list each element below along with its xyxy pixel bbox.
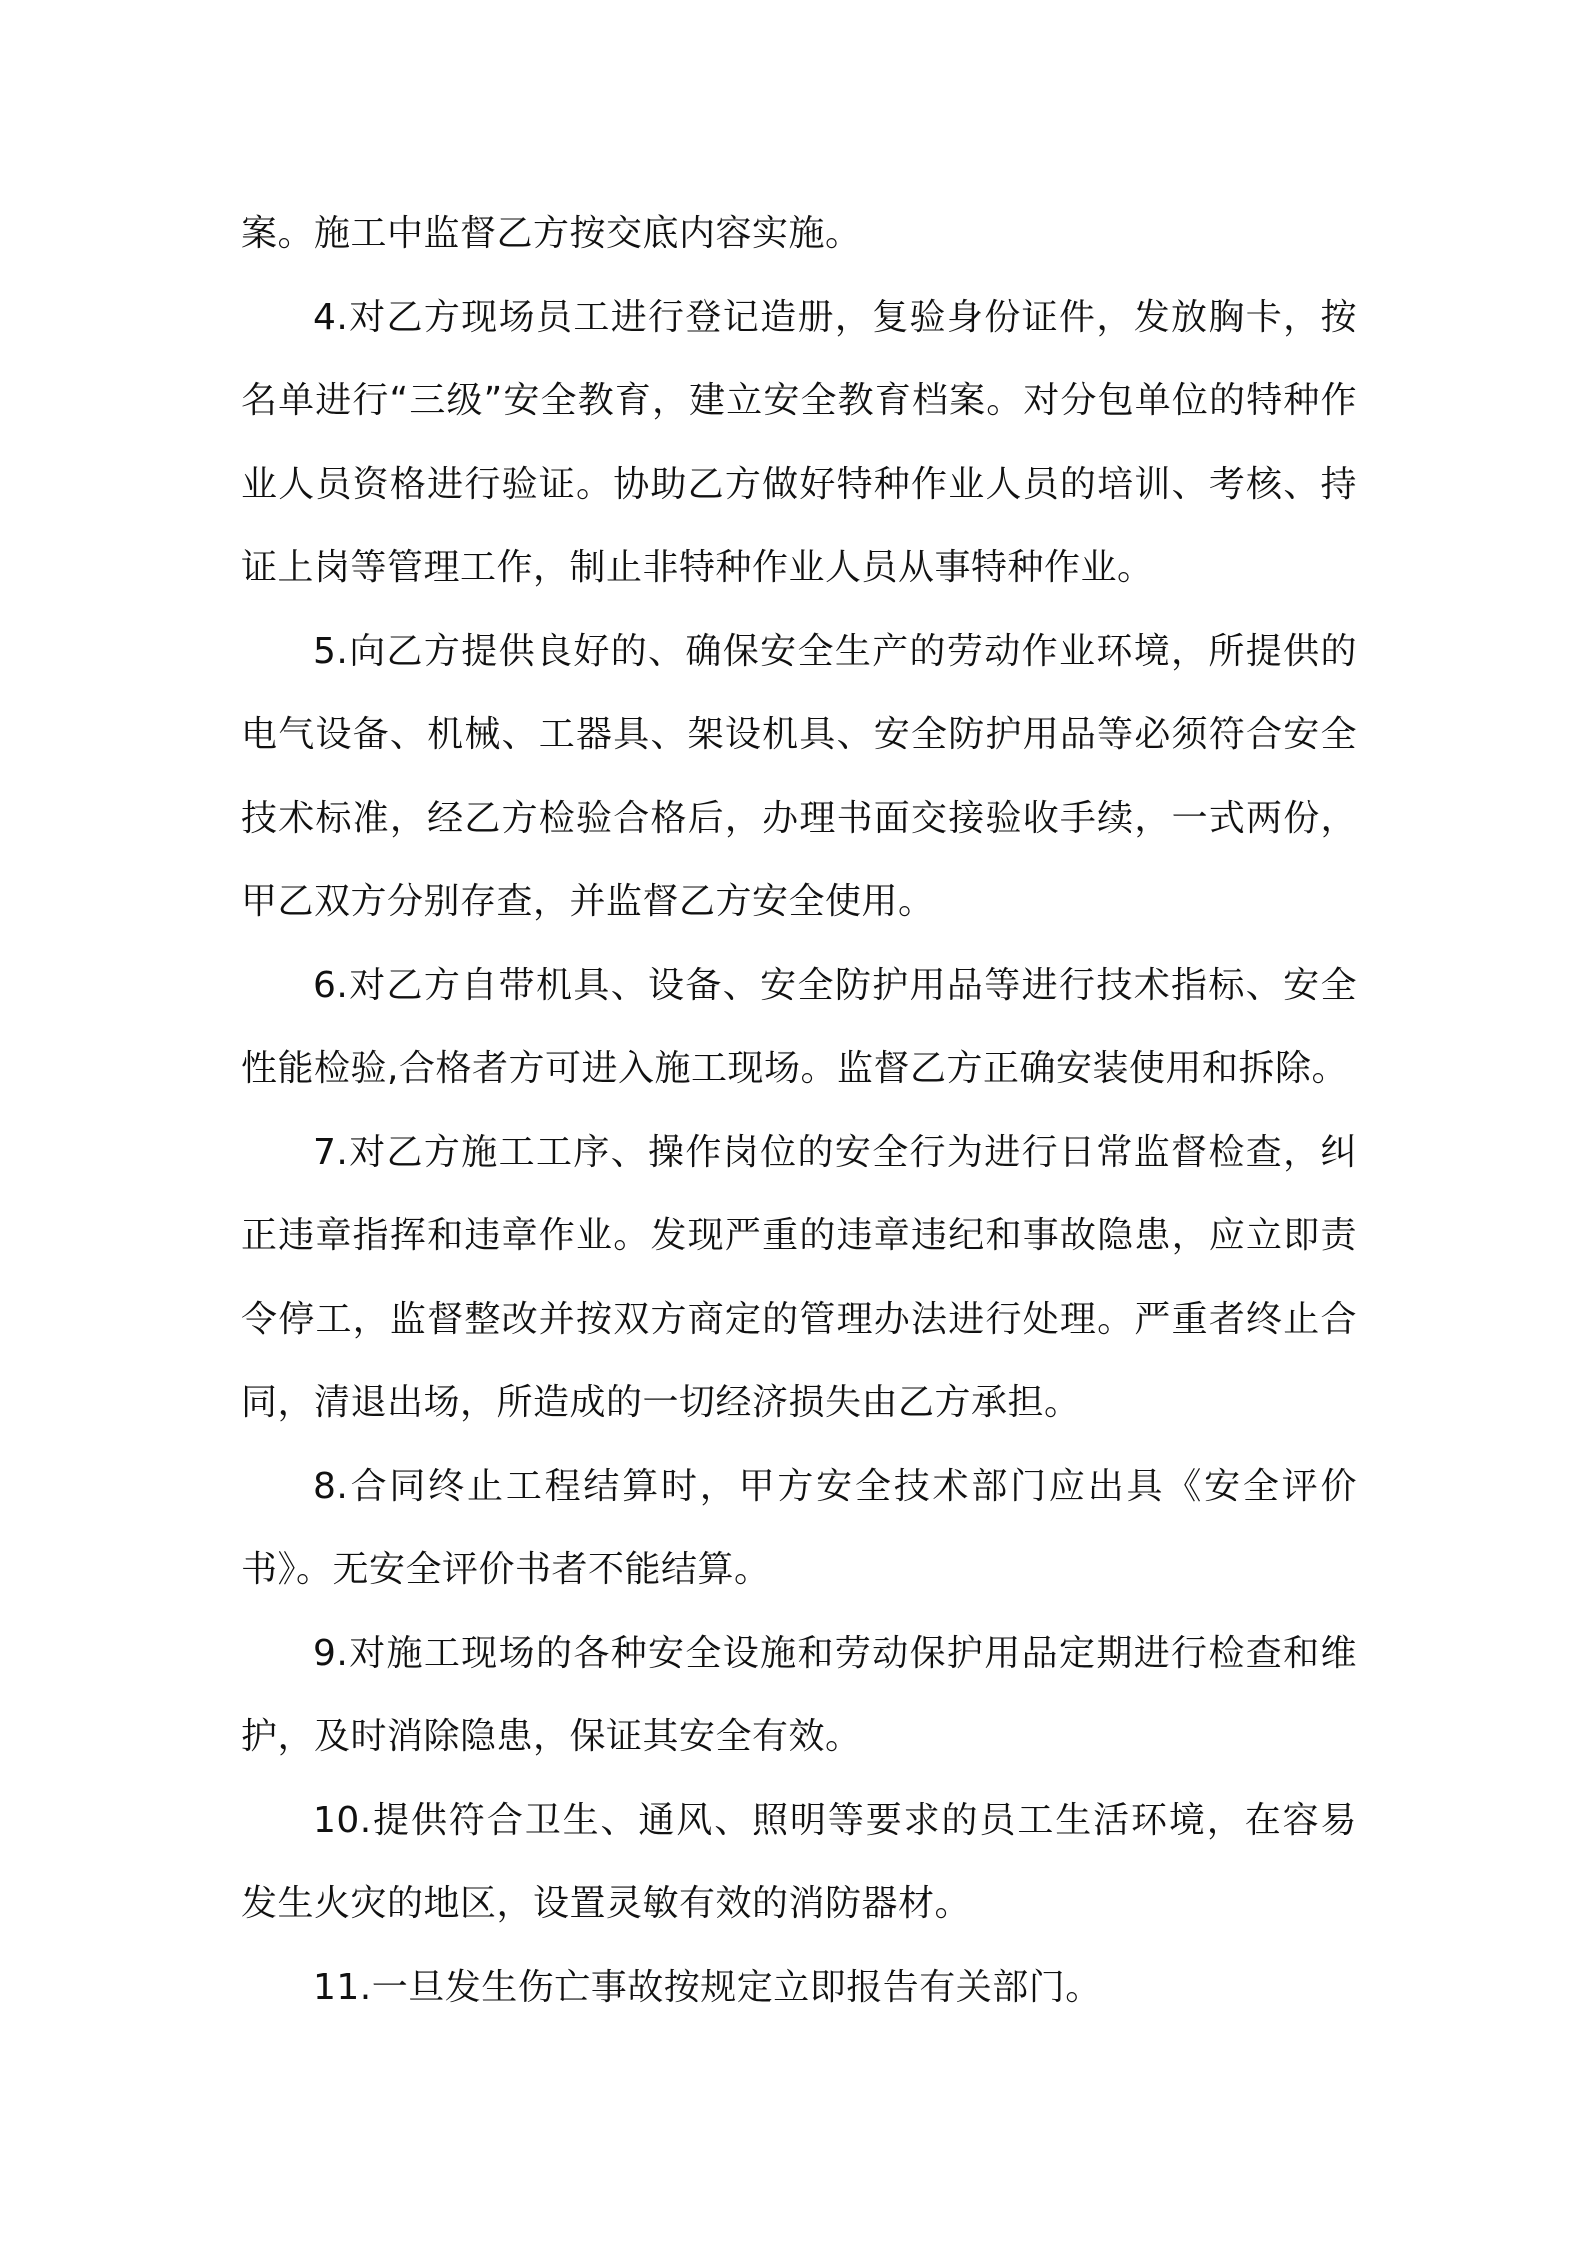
paragraph-item-11: 11.一旦发生伤亡事故按规定立即报告有关部门。 [313,1966,1102,2008]
document-body [241,192,1357,2029]
paragraph-item-4: 4.对乙方现场员工进行登记造册，复验身份证件，发放胸卡，按名单进行“三级”安全教育，建立安全教育档案。对分包单位的特种作业人员资格进行验证。协助乙方做好特种作业人员的培训、考核、持证上岗等管理工作，制止非特种作业人员从事特种作业。 [241,296,1357,588]
paragraph-item-10: 10.提供符合卫生、通风、照明等要求的员工生活环境，在容易发生火灾的地区，设置灵敏有效的消防器材。 [241,1799,1357,1924]
paragraph-item-8: 8.合同终止工程结算时，甲方安全技术部门应出具《安全评价书》。无安全评价书者不能结算。 [241,1465,1357,1590]
paragraph-item-7: 7.对乙方施工工序、操作岗位的安全行为进行日常监督检查，纠正违章指挥和违章作业。发现严重的违章违纪和事故隐患，应立即责令停工，监督整改并按双方商定的管理办法进行处理。严重者终止合同，清退出场，所造成的一切经济损失由乙方承担。 [241,1131,1357,1423]
paragraph-item-5: 5.向乙方提供良好的、确保安全生产的劳动作业环境，所提供的电气设备、机械、工器具、架设机具、安全防护用品等必须符合安全技术标准，经乙方检验合格后，办理书面交接验收手续，一式两份，甲乙双方分别存查，并监督乙方安全使用。 [241,630,1357,922]
paragraph-item-6: 6.对乙方自带机具、设备、安全防护用品等进行技术指标、安全性能检验,合格者方可进入施工现场。监督乙方正确安装使用和拆除。 [241,964,1357,1089]
paragraph-continuation: 案。施工中监督乙方按交底内容实施。 [241,213,862,254]
paragraph-item-9: 9.对施工现场的各种安全设施和劳动保护用品定期进行检查和维护，及时消除隐患，保证其安全有效。 [241,1632,1357,1757]
